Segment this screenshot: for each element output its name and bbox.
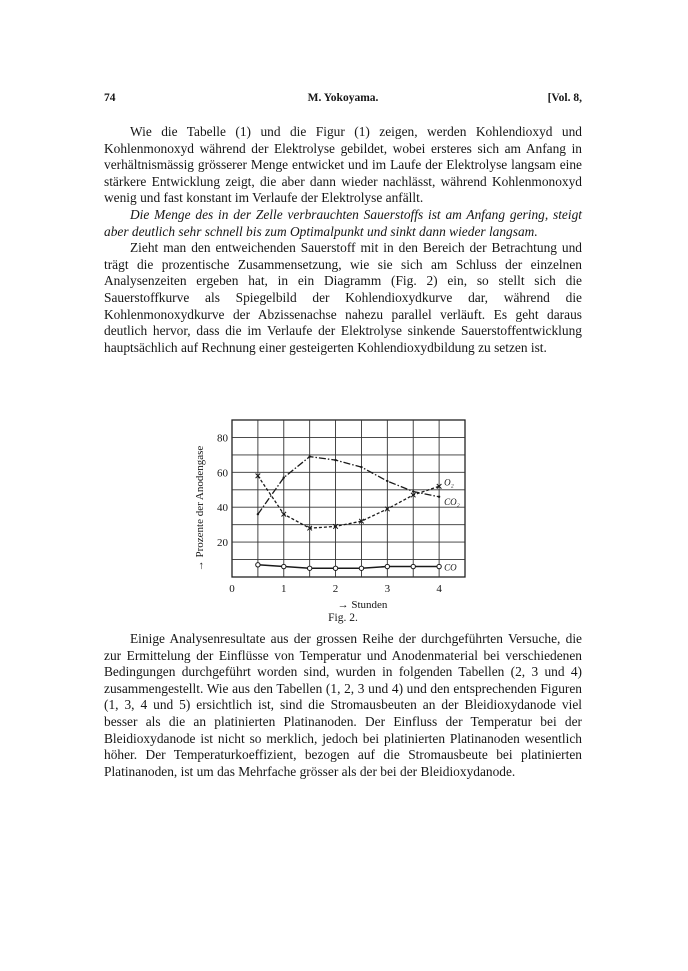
paragraph: Wie die Tabelle (1) und die Figur (1) zeigen, werden Kohlendioxyd und Kohlenmonoxyd während der Elektrolyse gebildet, wobei ersteres sich am Anfang in verhältnismässig grösserer Menge entwicket und im Laufe der Elektrolyse langsam eine stärkere Entwicklung zeigt, die aber dann wieder nachlässt, während Kohlenmonoxyd wenig und fast konstant im Verlaufe der Elektrolyse anfällt. [104, 124, 582, 206]
data-point [308, 455, 310, 457]
data-point [359, 566, 363, 570]
data-point [411, 564, 415, 568]
series-o2 [256, 474, 454, 531]
data-point [385, 564, 389, 568]
series-label: CO₂ [444, 496, 460, 507]
data-point [386, 480, 388, 482]
data-point [257, 513, 259, 515]
y-tick-label: 20 [217, 537, 228, 550]
series-label: O₂ [444, 477, 454, 488]
x-tick-label: 4 [436, 583, 442, 595]
data-point [412, 490, 414, 492]
data-point [333, 566, 337, 570]
text-block-bottom [104, 631, 582, 780]
y-tick-label: 40 [217, 502, 228, 515]
series-co [256, 563, 457, 573]
x-tick-label: 1 [281, 583, 287, 595]
series-line [258, 476, 439, 528]
figure-caption: Fig. 2. [328, 612, 358, 624]
author-name: M. Yokoyama. [307, 92, 379, 104]
y-tick-label: 80 [217, 432, 228, 445]
running-header [104, 92, 582, 108]
plot-frame [232, 420, 465, 577]
text-block-top [104, 124, 582, 356]
data-point [307, 566, 311, 570]
data-point [438, 496, 440, 498]
data-point [437, 564, 441, 568]
y-axis-label: → Prozente der Anodengase [194, 445, 206, 572]
x-tick-label: 0 [229, 583, 235, 595]
x-axis-label: → Stunden [337, 599, 388, 611]
data-point [283, 476, 285, 478]
y-tick-label: 60 [217, 467, 228, 480]
data-point [256, 563, 260, 567]
paragraph: Einige Analysenresultate aus der grossen Reihe der durchgeführten Versuche, die zur Ermittelung der Einflüsse von Temperatur und Anodenmaterial bei verschiedenen Bedingungen durchgeführt worden sind, wurden in folgenden Tabellen (2, 3 und 4) zusammengestellt. Wie aus den Tabellen (1, 2, 3 und 4) und den entsprechenden Figuren (1, 3, 4 und 5) ersichtlich ist, sind die Stromausbeuten an der Bleidioxydanode viel besser als die an platinierten Platinanoden. Der Einfluss der Temperatur bei der Bleidioxydanode ist nicht so merklich, jedoch bei platinierten Platinanoden wesentlich höher. Der Temperaturkoeffizient, bezogen auf die Stromausbeute bei platinierten Platinanoden, ist um das Mehrfache grösser als der bei der Bleidioxydanode. [104, 631, 582, 779]
page-number: 74 [104, 92, 116, 104]
data-point [360, 466, 362, 468]
data-point [334, 459, 336, 461]
data-point [282, 564, 286, 568]
x-tick-label: 3 [384, 583, 391, 595]
paragraph-italic: Die Menge des in der Zelle verbrauchten Sauerstoffs ist am Anfang gering, steigt aber deutlich sehr schnell bis zum Optimalpunkt und sinkt dann wieder langsam. [104, 206, 582, 239]
x-tick-label: 2 [332, 583, 339, 595]
series-co2 [257, 455, 460, 515]
volume-label: [Vol. 8, [547, 92, 582, 104]
figure-2-chart [190, 410, 480, 612]
series-line [258, 457, 439, 515]
paragraph: Zieht man den entweichenden Sauerstoff mit in den Bereich der Betrachtung und trägt die prozentische Zusammensetzung, wie sie sich am Schluss der einzelnen Analysenzeiten ergeben hat, in ein Diagramm (Fig. 2) ein, so stellt sich die Sauerstoffkurve als Spiegelbild der Kohlendioxydkurve dar, während die Kohlenmonoxydkurve der Abzissenachse nahezu parallel verläuft. Es geht daraus deutlich hervor, dass die im Verlaufe der Elektrolyse sinkende Sauerstoffentwicklung hauptsächlich auf Rechnung einer gesteigerten Kohlendioxydbildung zu setzen ist. [104, 240, 582, 355]
series-label: CO [444, 562, 457, 573]
